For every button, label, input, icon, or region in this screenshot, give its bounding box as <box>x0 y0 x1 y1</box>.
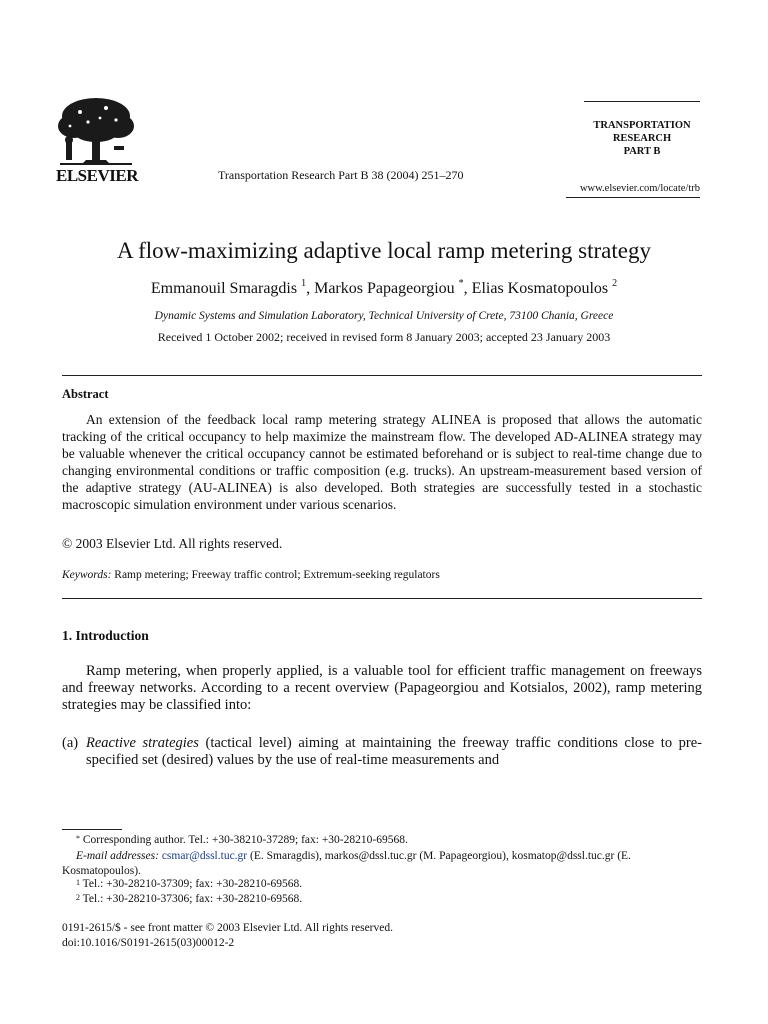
received-dates: Received 1 October 2002; received in revised form 8 January 2003; accepted 23 January 2003 <box>157 330 611 344</box>
footnote-mark: 1 <box>76 878 80 887</box>
footnote-text: Corresponding author. Tel.: +30-38210-37289; fax: +30-28210-69568. <box>82 834 408 846</box>
list-item-emphasis: Reactive strategies <box>86 735 199 751</box>
journal-name-line-3: PART B <box>623 146 661 157</box>
journal-name-line-1: TRANSPORTATION <box>593 120 691 131</box>
section-heading-introduction: 1. Introduction <box>62 628 149 643</box>
footnote-2 <box>62 892 302 907</box>
abstract-copyright: © 2003 Elsevier Ltd. All rights reserved. <box>62 536 283 551</box>
footnote-text: Tel.: +30-28210-37306; fax: +30-28210-69568. <box>82 893 303 905</box>
author-affiliation: Dynamic Systems and Simulation Laboratory, Technical University of Crete, 73100 Chania, Greece <box>154 310 614 322</box>
list-item <box>62 735 702 769</box>
footnote-corresponding <box>62 833 408 848</box>
abstract-top-rule <box>62 375 702 376</box>
keywords-list: Ramp metering; Freeway traffic control; Extremum-seeking regulators <box>114 569 440 581</box>
author-name: Elias Kosmatopoulos <box>471 280 609 297</box>
author-footnote-mark[interactable]: 1 <box>301 278 307 289</box>
intro-paragraph: Ramp metering, when properly applied, is a valuable tool for efficient traffic management on freeways and freeway networks. According to a recent overview (Papageorgiou and Kotsialos, 2002), ramp metering strategies may be classified into: <box>62 663 702 713</box>
publisher-logo-text: ELSEVIER <box>56 166 138 185</box>
author-footnote-mark[interactable]: * <box>458 278 464 289</box>
footnote-mark: * <box>76 834 80 843</box>
author-footnote-mark[interactable]: 2 <box>612 278 618 289</box>
journal-top-rule <box>584 101 700 102</box>
list-item-text <box>86 735 702 769</box>
journal-name-line-2: RESEARCH <box>612 133 672 144</box>
keywords-label: Keywords: <box>62 569 112 581</box>
list-item-marker: (a) <box>62 735 79 751</box>
footnote-mark: 2 <box>76 893 80 902</box>
issn-line: 0191-2615/$ - see front matter © 2003 Elsevier Ltd. All rights reserved. <box>62 922 393 934</box>
abstract-heading: Abstract <box>62 387 109 401</box>
email-link[interactable]: csmar@dssl.tuc.gr <box>161 850 248 862</box>
journal-bottom-rule <box>566 197 700 198</box>
doi-link[interactable]: doi:10.1016/S0191-2615(03)00012-2 <box>62 937 235 949</box>
journal-url-link[interactable]: www.elsevier.com/locate/trb <box>579 183 700 194</box>
author-name: Markos Papageorgiou <box>314 280 455 297</box>
abstract-text: An extension of the feedback local ramp metering strategy ALINEA is proposed that allows the automatic tracking of the critical occupancy to help maximize the mainstream flow. The developed AD-ALINEA strategy may be valuable whenever the critical occupancy cannot be estimated beforehand or is subject to real-time change due to changing environmental conditions or traffic composition (e.g. trucks). An upstream-measurement based version of the adaptive strategy (AU-ALINEA) is also developed. Both strategies are successfully tested in a stochastic macroscopic simulation environment under various scenarios. <box>62 412 702 512</box>
author-name: Emmanouil Smaragdis <box>150 280 298 297</box>
footnote-email <box>62 849 702 879</box>
email-rest: (E. Smaragdis), markos@dssl.tuc.gr (M. Papageorgiou), kosmatop@dssl.tuc.gr (E. Kosmatopoulos). <box>62 850 631 877</box>
journal-citation: Transportation Research Part B 38 (2004) 251–270 <box>218 168 464 182</box>
footnote-1 <box>62 877 302 892</box>
keywords <box>62 569 440 581</box>
article-title: A flow-maximizing adaptive local ramp metering strategy <box>117 238 651 263</box>
footnote-text: Tel.: +30-28210-37309; fax: +30-28210-69568. <box>82 878 303 890</box>
footnote-rule <box>62 829 122 830</box>
list-item-body: (tactical level) aiming at maintaining the freeway traffic conditions close to pre-specified set (desired) values by the use of real-time measurements and <box>86 735 703 768</box>
email-label: E-mail addresses: <box>76 850 159 862</box>
author-list: Emmanouil Smaragdis $^1$, Markos Papageorgiou *, Elias Kosmatopoulos $^2$ <box>150 278 618 297</box>
journal-name <box>584 119 700 158</box>
abstract-bottom-rule <box>62 598 702 599</box>
